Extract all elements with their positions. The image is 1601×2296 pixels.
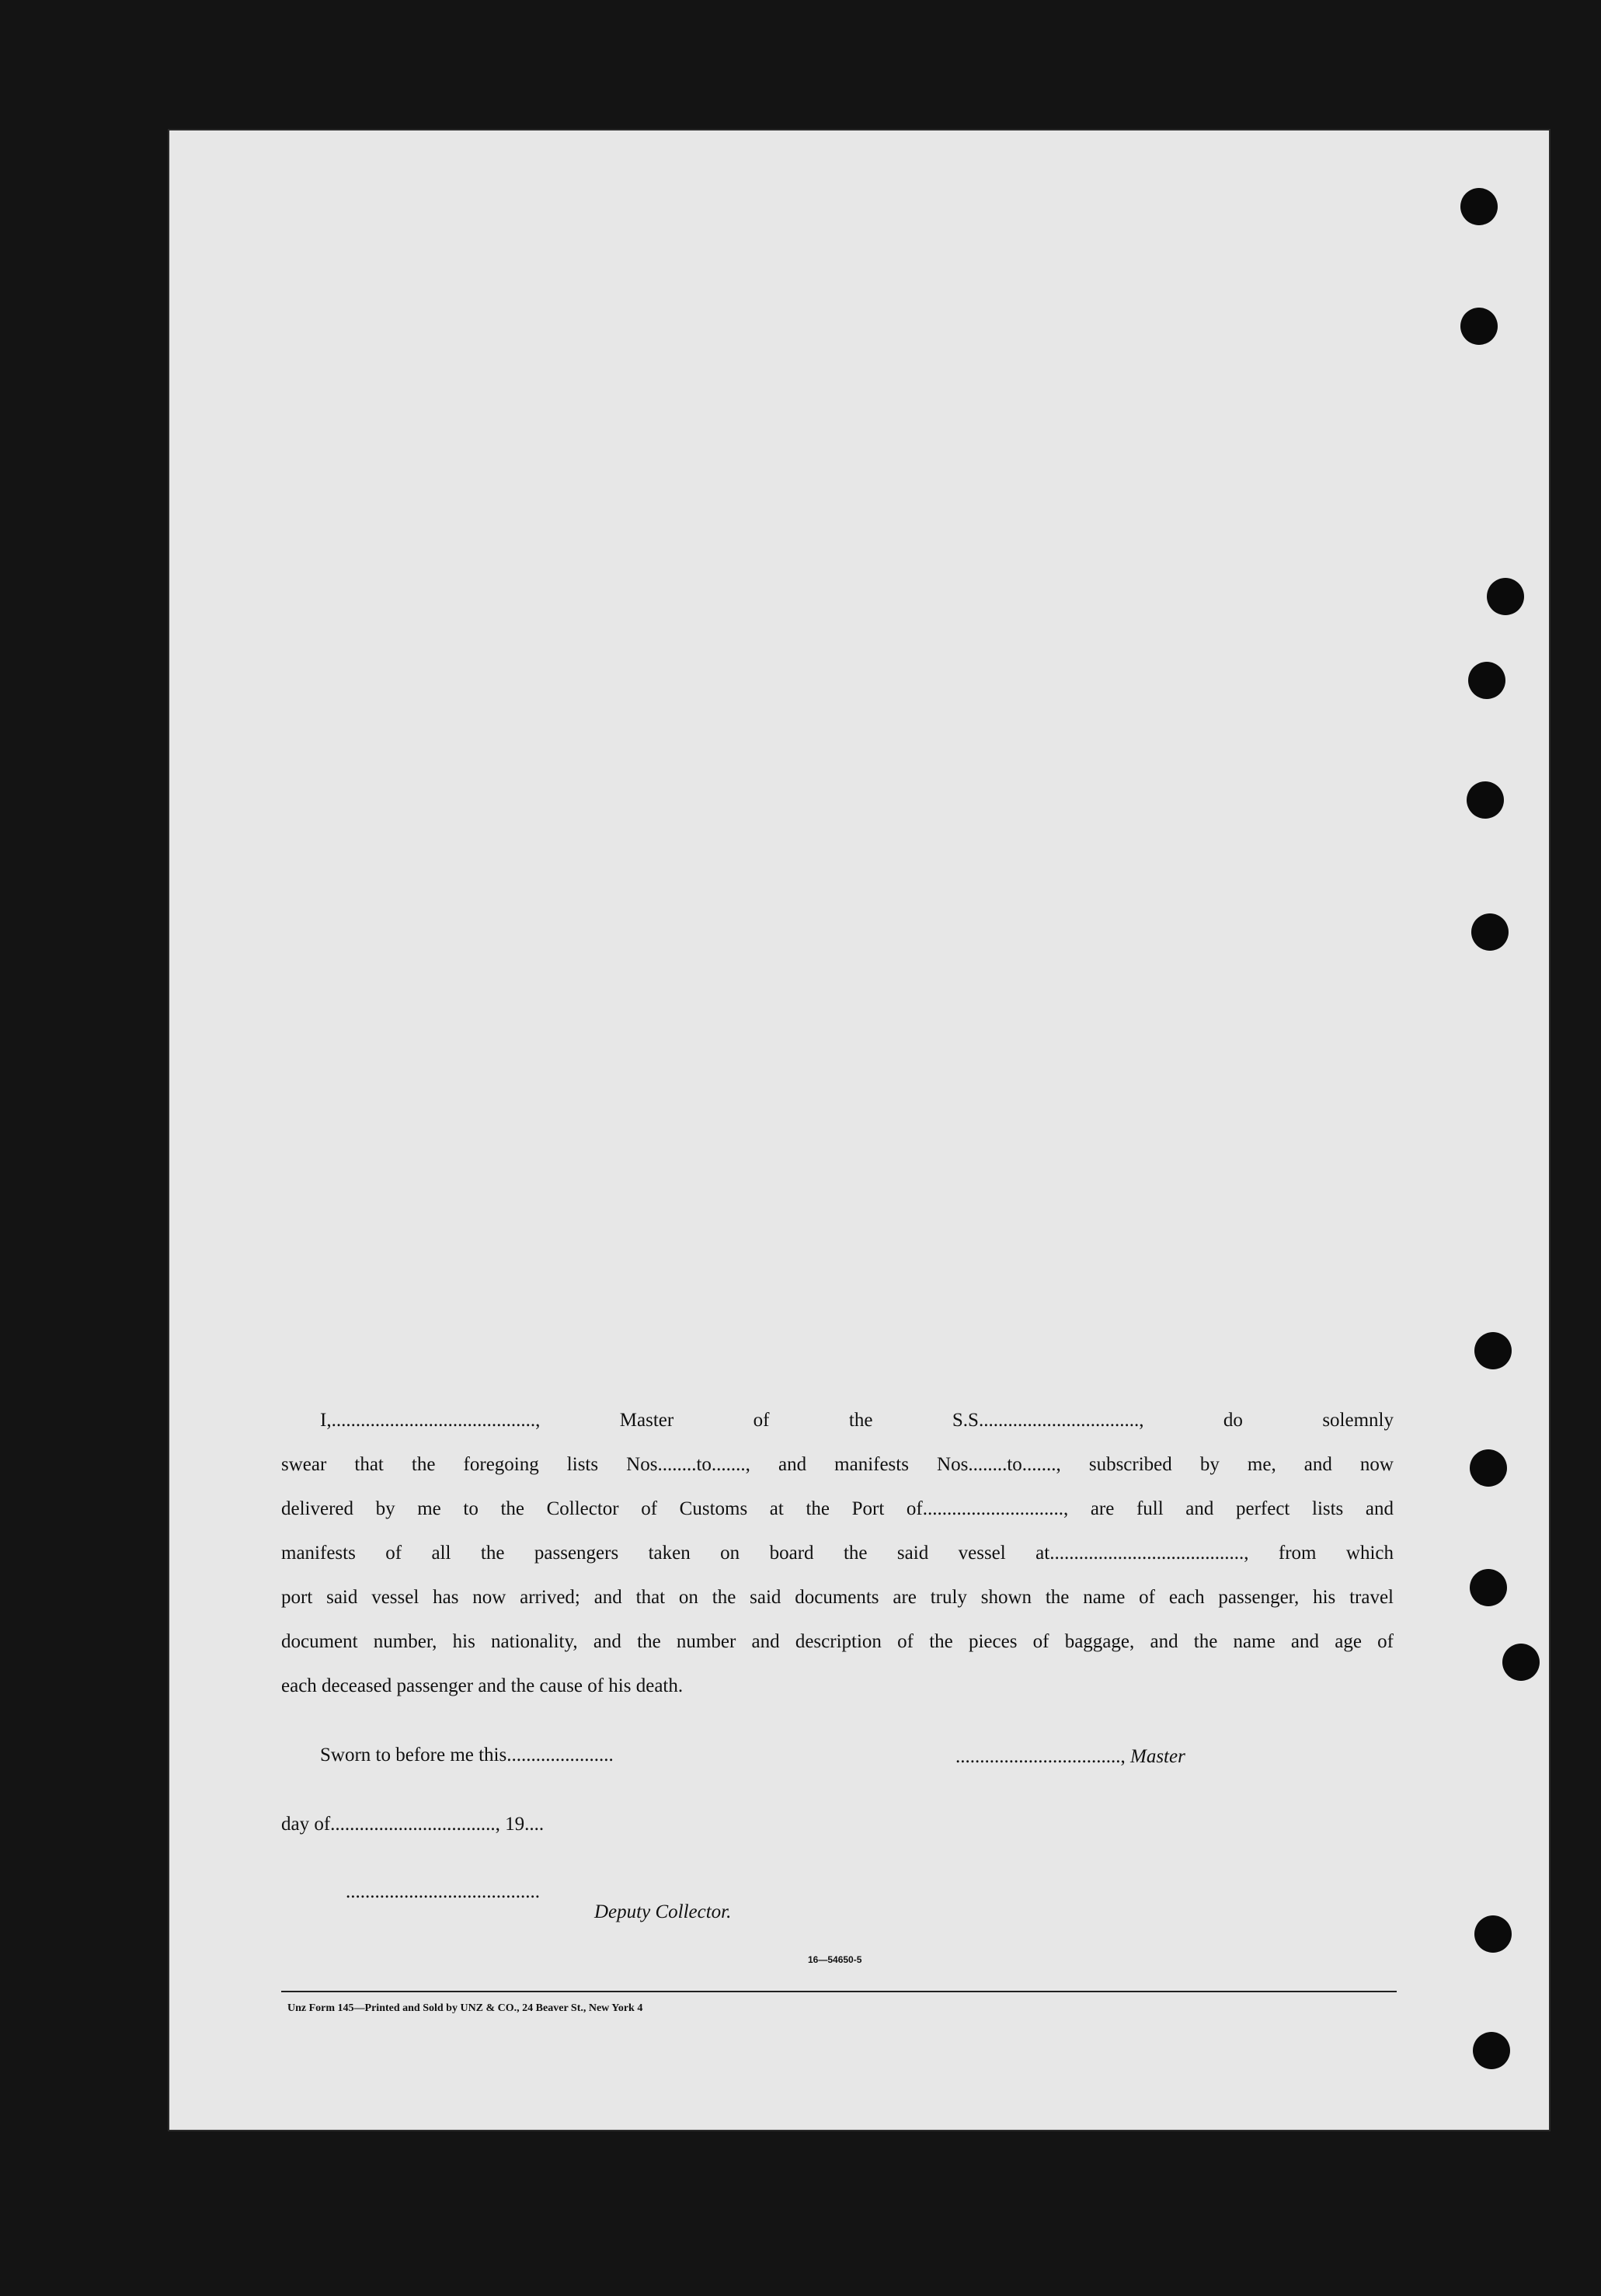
punch-hole <box>1502 1644 1540 1681</box>
master-oath-paragraph <box>281 1398 1394 1708</box>
punch-hole <box>1474 1915 1512 1953</box>
oath-line: delivered by me to the Collector of Customs at the Port of............................., are full and perfect lists and <box>281 1498 1394 1519</box>
punch-hole <box>1473 2032 1510 2069</box>
punch-hole <box>1487 578 1524 615</box>
punch-hole <box>1460 308 1498 345</box>
punch-hole <box>1460 188 1498 225</box>
oath-line: I,.........................................., Master of the S.S................................., do solemnly <box>320 1410 1394 1431</box>
oath-line: document number, his nationality, and the number and description of the pieces of baggage, and the name and age of <box>281 1631 1394 1652</box>
punch-hole <box>1467 781 1504 819</box>
printer-imprint: Unz Form 145—Printed and Sold by UNZ & CO., 24 Beaver St., New York 4 <box>287 2002 643 2014</box>
oath-line: each deceased passenger and the cause of his death. <box>281 1675 684 1696</box>
punch-hole <box>1468 662 1505 699</box>
sworn-before-line: Sworn to before me this...................... <box>320 1745 614 1765</box>
punch-hole <box>1471 913 1509 951</box>
deputy-signature-dots: ........................................ <box>346 1881 540 1902</box>
day-of-line: day of.................................., 19.... <box>281 1814 545 1835</box>
footer-divider <box>281 1991 1397 1992</box>
oath-line: manifests of all the passengers taken on board the said vessel at........................................, from which <box>281 1543 1394 1564</box>
form-number: 16—54650-5 <box>808 1954 862 1965</box>
punch-hole <box>1470 1569 1507 1606</box>
oath-line: port said vessel has now arrived; and that on the said documents are truly shown the name of each passenger, his travel <box>281 1587 1394 1608</box>
master-signature-dots: .................................., <box>955 1746 1126 1767</box>
master-signature-line <box>955 1746 1185 1768</box>
master-label: Master <box>1130 1746 1185 1767</box>
punch-hole <box>1470 1449 1507 1487</box>
deputy-collector-label: Deputy Collector. <box>594 1901 732 1922</box>
punch-hole <box>1474 1332 1512 1369</box>
oath-line: swear that the foregoing lists Nos........to......., and manifests Nos........to......., subscribed by me, and now <box>281 1454 1394 1475</box>
